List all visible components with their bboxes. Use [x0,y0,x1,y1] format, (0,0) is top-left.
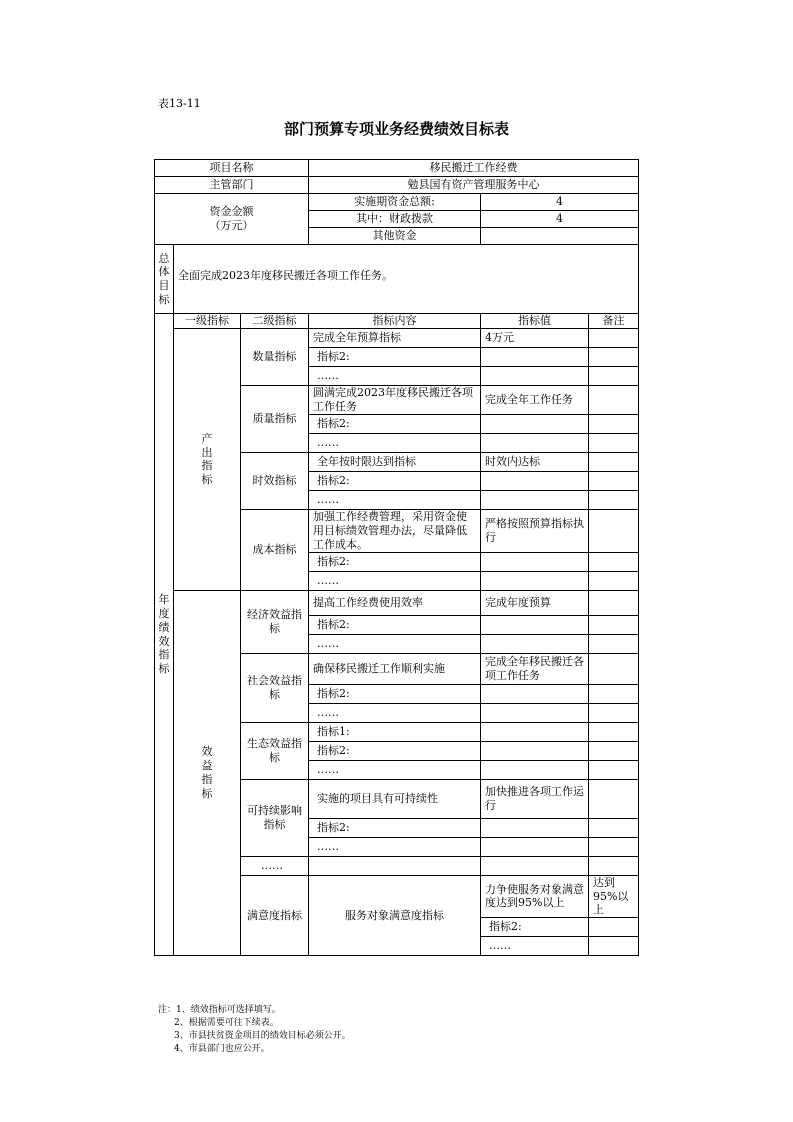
table-row [155,590,639,615]
indicator-value: 完成全年工作任务 [481,385,589,414]
other-label: 其他资金 [309,228,481,245]
remark-cell [589,385,639,414]
indicator-content: …… [309,433,481,452]
col-header-level1: 一级指标 [174,314,241,329]
remark-cell [589,347,639,366]
indicator-content: 加强工作经费管理，采用资金使用目标绩效管理办法，尽量降低工作成本。 [309,509,481,552]
indicator-content: 实施的项目具有可持续性 [309,779,481,818]
remark-cell [589,328,639,347]
indicator-content: …… [309,490,481,509]
remark-cell [589,722,639,741]
indicator-content: 指标2: [309,684,481,703]
indicator-value [481,856,589,875]
page-title: 部门预算专项业务经费绩效目标表 [283,120,509,138]
indicator-value: 完成全年移民搬迁各项工作任务 [481,653,589,684]
indicator-value: 严格按照预算指标执行 [481,509,589,552]
remark-cell [589,414,639,433]
indicator-content: …… [309,634,481,653]
remark-cell [589,552,639,571]
remark-cell [589,856,639,875]
performance-target-table [154,159,639,956]
indicator-content: …… [309,703,481,722]
col-header-value: 指标值 [481,314,589,329]
total-value: 4 [481,194,639,211]
economic-indicator-label: 经济效益指标 [241,590,309,653]
indicator-content: 力争使服务对象满意度达到95%以上 [481,875,589,917]
project-name-row [155,160,639,177]
overall-objective-row [155,245,639,314]
remark-cell [589,471,639,490]
indicator-value [481,366,589,385]
remark-cell [589,837,639,856]
satisfaction-indicators-label: 满意度指标 [241,875,309,955]
remark-cell [589,653,639,684]
indicator-content: 指标2: [309,741,481,760]
indicator-content: 确保移民搬迁工作顺利实施 [309,653,481,684]
indicator-content: …… [309,837,481,856]
ecological-indicator-label: 生态效益指标 [241,722,309,779]
indicator-value [481,760,589,779]
footnote-2: 2、根据需要可往下续表。 [174,1018,279,1028]
remark-cell [589,760,639,779]
dept-value: 勉县国有资产管理服务中心 [309,177,639,194]
indicator-content: 指标1: [309,722,481,741]
annual-indicators-label: 年 度 绩 效 指 标 [155,314,174,956]
indicator-content: …… [309,366,481,385]
indicator-value [481,818,589,837]
indicator-header-row [155,314,639,329]
indicator-content: 指标2: [309,471,481,490]
indicator-value [481,347,589,366]
indicator-value [481,703,589,722]
indicator-content [309,856,481,875]
remark-cell [589,818,639,837]
indicator-value: 完成年度预算 [481,590,589,615]
indicator-value [481,552,589,571]
remark-cell [589,741,639,760]
fiscal-value: 4 [481,211,639,228]
remark-cell [589,452,639,471]
footnote-1: 注：1、绩效指标可选择填写。 [158,1005,281,1015]
col-header-remark: 备注 [589,314,639,329]
indicator-content: 指标2: [481,918,589,937]
indicator-value [481,684,589,703]
effect-more: …… [241,856,309,875]
indicator-value [481,414,589,433]
indicator-value [481,571,589,590]
indicator-value [481,722,589,741]
sustainable-indicator-label: 可持续影响指标 [241,779,309,856]
footnote-3: 3、市县扶贫资金项目的绩效目标必须公开。 [174,1031,351,1041]
indicator-value [481,490,589,509]
remark-cell [589,590,639,615]
overall-text: 全面完成2023年度移民搬迁各项工作任务。 [174,245,639,314]
social-indicator-label: 社会效益指标 [241,653,309,722]
indicator-value [481,634,589,653]
fiscal-label: 其中：财政拨款 [309,211,481,228]
total-label: 实施期资金总额: [309,194,481,211]
timeliness-indicator-label: 时效指标 [241,452,309,509]
remark-cell [589,779,639,818]
indicator-value: 时效内达标 [481,452,589,471]
service-satisfaction-label: 服务对象满意度指标 [309,875,481,955]
indicator-content: …… [309,760,481,779]
footnotes [158,1004,351,1056]
remark-cell [589,433,639,452]
funds-label-cell [155,194,309,245]
funds-label: 资金金额 [209,205,254,219]
remark-cell [589,615,639,634]
other-value [481,228,639,245]
indicator-value: 4万元 [481,328,589,347]
indicator-content: 指标2: [309,818,481,837]
indicator-value [481,837,589,856]
indicator-content: 提高工作经费使用效率 [309,590,481,615]
indicator-content: 指标2: [309,347,481,366]
remark-cell [589,366,639,385]
table-row [155,328,639,347]
table-id: 表13-11 [158,97,201,110]
cost-indicator-label: 成本指标 [241,509,309,590]
dept-label: 主管部门 [155,177,309,194]
indicator-content: 指标2: [309,414,481,433]
project-name-label: 项目名称 [155,160,309,177]
effect-indicators-label: 效 益 指 标 [174,590,241,955]
indicator-content: …… [481,937,589,956]
quantity-indicator-label: 数量指标 [241,328,309,385]
indicator-content: 指标2: [309,615,481,634]
overall-label: 总 体 目 标 [155,245,174,314]
indicator-content: 全年按时限达到指标 [309,452,481,471]
indicator-content: 圆满完成2023年度移民搬迁各项工作任务 [309,385,481,414]
indicator-value: 达到95%以上 [589,875,639,917]
footnote-4: 4、市县部门也应公开。 [174,1044,270,1054]
indicator-value [481,741,589,760]
indicator-value: 加快推进各项工作运行 [481,779,589,818]
indicator-value [481,433,589,452]
funds-total-row [155,194,639,211]
remark-cell [589,490,639,509]
quality-indicator-label: 质量指标 [241,385,309,452]
funds-unit: （万元） [209,219,254,232]
remark-cell [589,703,639,722]
remark-cell [589,571,639,590]
indicator-value [481,615,589,634]
remark-cell [589,684,639,703]
indicator-value [589,937,639,956]
indicator-content: 完成全年预算指标 [309,328,481,347]
indicator-content: …… [309,571,481,590]
indicator-content: 指标2: [309,552,481,571]
col-header-content: 指标内容 [309,314,481,329]
remark-cell [589,634,639,653]
indicator-value [589,918,639,937]
remark-cell [589,509,639,552]
indicator-value [481,471,589,490]
output-indicators-label: 产 出 指 标 [174,328,241,590]
col-header-level2: 二级指标 [241,314,309,329]
project-name-value: 移民搬迁工作经费 [309,160,639,177]
dept-row [155,177,639,194]
